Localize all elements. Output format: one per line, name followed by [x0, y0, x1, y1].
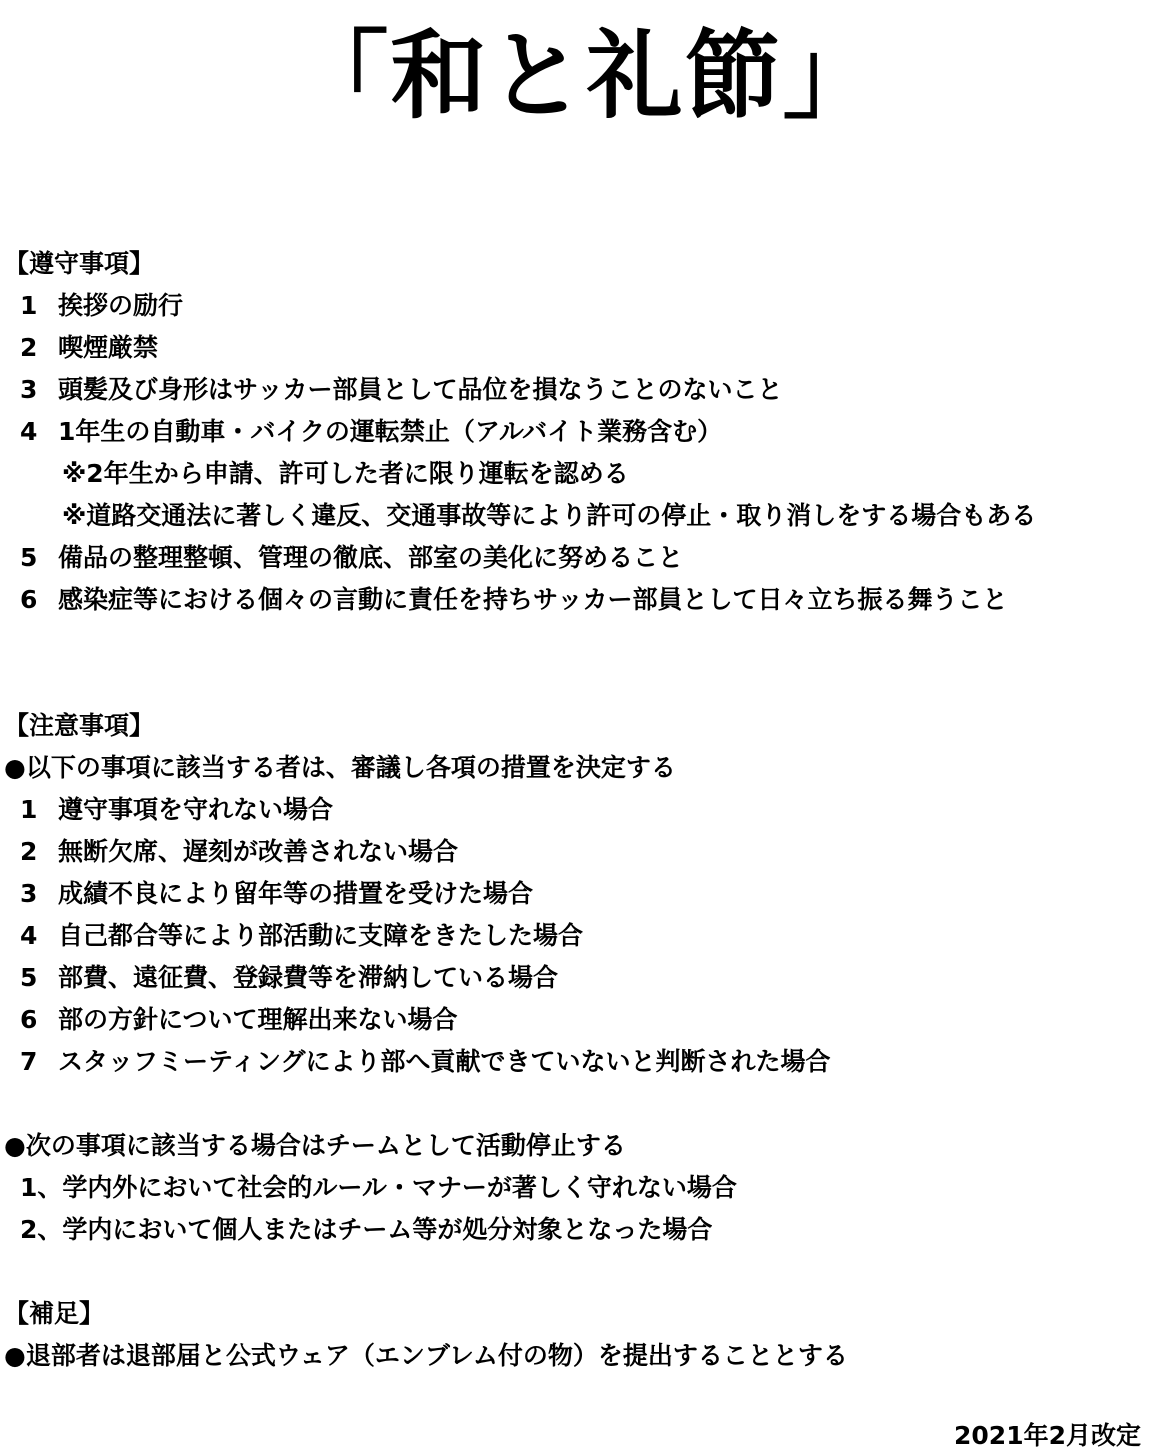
list-item — [20, 584, 1008, 616]
list-item: 1、学内外において社会的ルール・マナーが著しく守れない場合 — [20, 1173, 737, 1202]
item-text: 喫煙厳禁 — [58, 333, 159, 362]
list-item — [20, 962, 558, 994]
list-item — [20, 1004, 458, 1036]
section-heading-chui: 【注意事項】 — [4, 711, 155, 740]
item-number: 5 — [20, 963, 38, 992]
item-number: 1 — [20, 795, 38, 824]
item-text: 備品の整理整頓、管理の徹底、部室の美化に努めること — [58, 543, 684, 572]
list-item — [20, 836, 458, 868]
section-heading-hosoku: 【補足】 — [4, 1299, 105, 1328]
item-number: 3 — [20, 879, 38, 908]
list-item — [20, 878, 533, 910]
section-heading-junshu: 【遵守事項】 — [4, 249, 155, 278]
list-item — [20, 416, 722, 448]
list-item — [20, 1046, 831, 1078]
item-text: 無断欠席、遅刻が改善されない場合 — [58, 837, 459, 866]
list-item — [20, 374, 783, 406]
page-title: 「和と礼節」 — [292, 20, 881, 132]
item-text: 頭髪及び身形はサッカー部員として品位を損なうことのないこと — [58, 375, 783, 404]
item-text: スタッフミーティングにより部へ貢献できていないと判断された場合 — [58, 1047, 831, 1076]
item-number: 3 — [20, 375, 38, 404]
item-number: 4 — [20, 417, 38, 446]
note-line: ※2年生から申請、許可した者に限り運転を認める — [62, 459, 629, 488]
item-number: 5 — [20, 543, 38, 572]
item-text: 1年生の自動車・バイクの運転禁止（アルバイト業務含む） — [58, 417, 723, 446]
intro-line: ●次の事項に該当する場合はチームとして活動停止する — [4, 1131, 626, 1160]
revision-date: 2021年2月改定 — [954, 1421, 1141, 1450]
note-line: ※道路交通法に著しく違反、交通事故等により許可の停止・取り消しをする場合もある — [62, 501, 1037, 530]
item-number: 7 — [20, 1047, 38, 1076]
item-text: 成績不良により留年等の措置を受けた場合 — [58, 879, 534, 908]
item-text: 自己都合等により部活動に支障をきたした場合 — [58, 921, 584, 950]
item-text: 部費、遠征費、登録費等を滞納している場合 — [58, 963, 559, 992]
item-text: 遵守事項を守れない場合 — [58, 795, 334, 824]
list-item — [20, 794, 333, 826]
list-item: 2、学内において個人またはチーム等が処分対象となった場合 — [20, 1215, 713, 1244]
item-text: 挨拶の励行 — [58, 291, 184, 320]
item-number: 4 — [20, 921, 38, 950]
list-item — [20, 542, 683, 574]
item-number: 2 — [20, 837, 38, 866]
list-item — [20, 332, 158, 364]
item-number: 2 — [20, 333, 38, 362]
intro-line: ●以下の事項に該当する者は、審議し各項の措置を決定する — [4, 753, 676, 782]
item-text: 部の方針について理解出来ない場合 — [58, 1005, 458, 1034]
item-number: 6 — [20, 1005, 38, 1034]
list-item — [20, 290, 183, 322]
item-number: 6 — [20, 585, 38, 614]
item-text: 感染症等における個々の言動に責任を持ちサッカー部員として日々立ち振る舞うこと — [58, 585, 1008, 614]
item-number: 1 — [20, 291, 38, 320]
supplement-line: ●退部者は退部届と公式ウェア（エンブレム付の物）を提出することとする — [4, 1341, 848, 1370]
list-item — [20, 920, 583, 952]
